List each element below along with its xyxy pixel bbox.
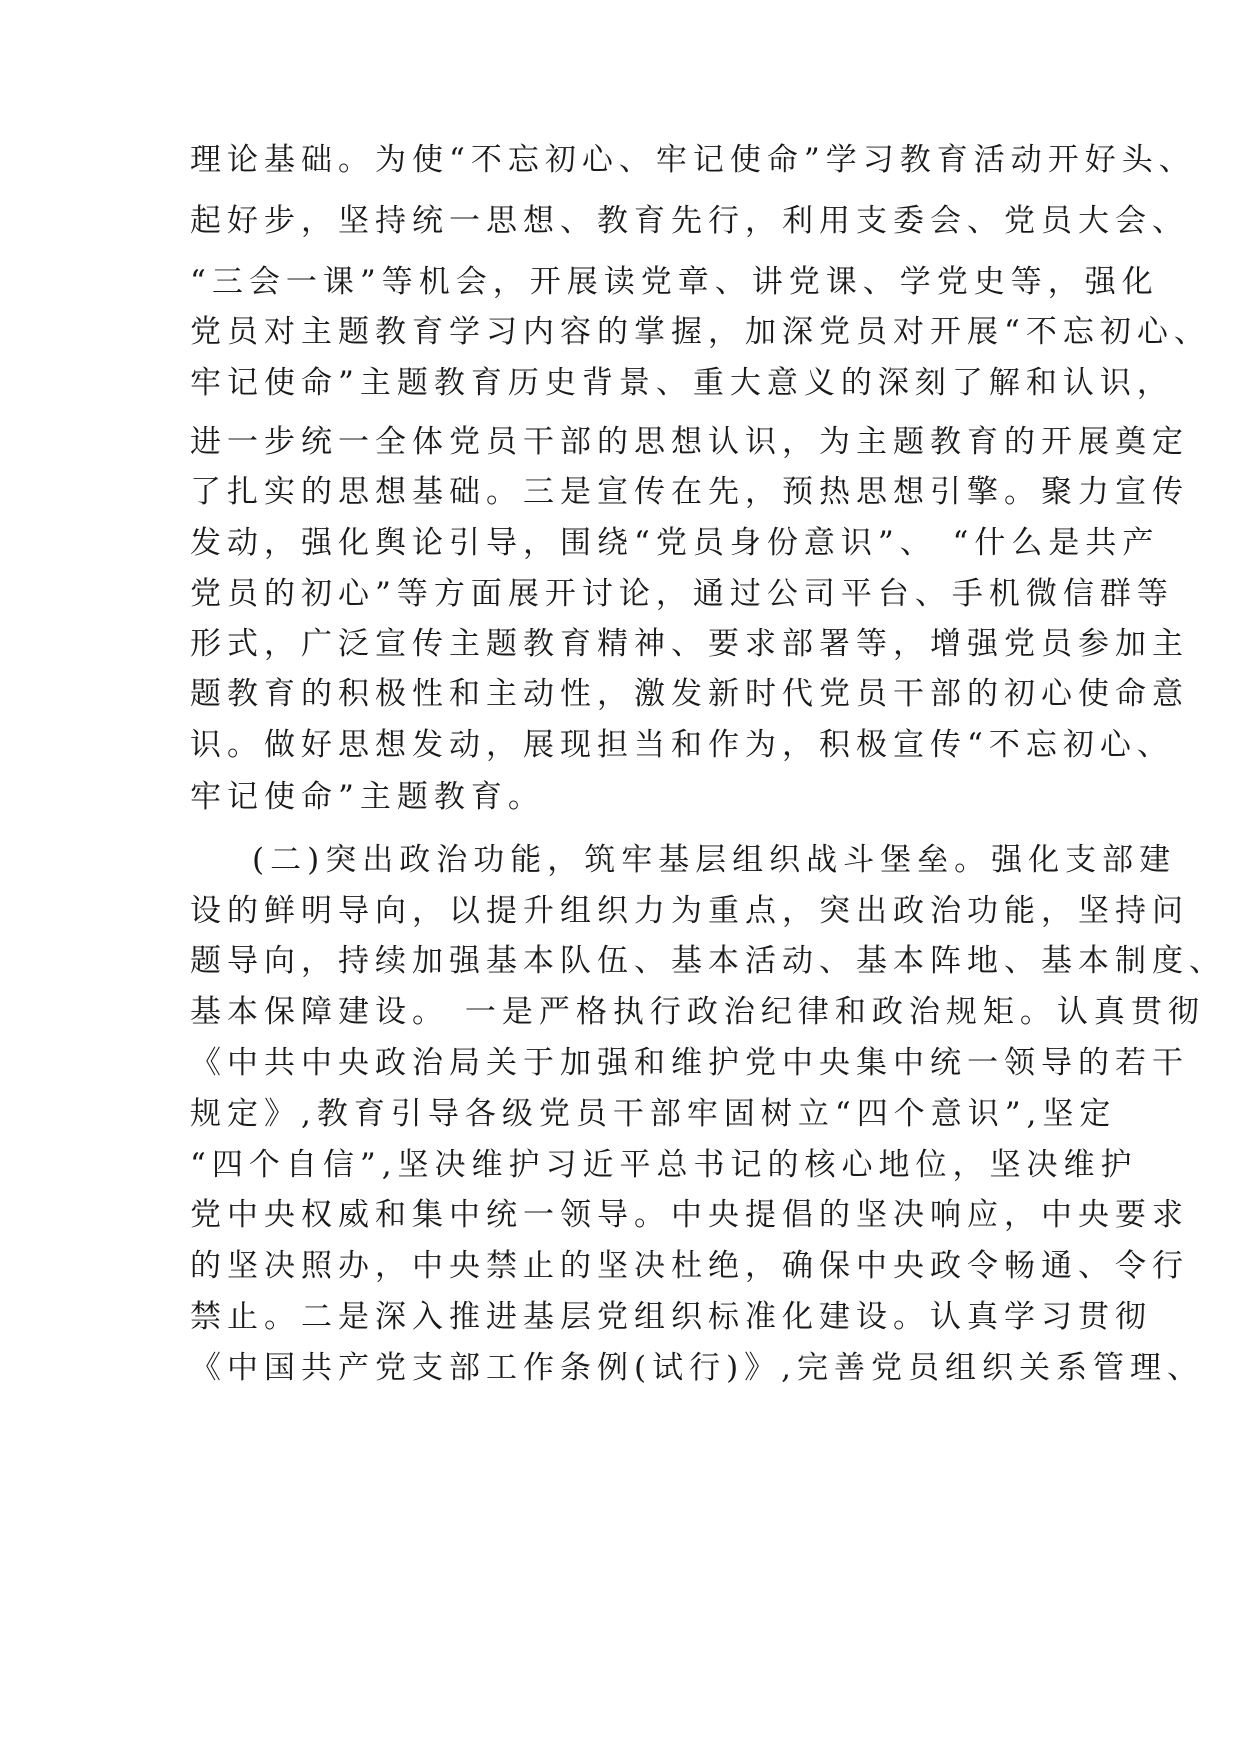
text-line: 《中共中央政治局关于加强和维护党中央集中统一领导的若干 <box>190 1045 1189 1081</box>
text-line: “三会一课”等机会，开展读党章、讲党课、学党史等，强化 <box>190 264 1159 300</box>
text-line: 理论基础。为使“不忘初心、牢记使命”学习教育活动开好头、 <box>190 142 1196 178</box>
text-line: 了扎实的思想基础。三是宣传在先，预热思想引擎。聚力宣传 <box>190 474 1189 510</box>
text-line: 题导向，持续加强基本队伍、基本活动、基本阵地、基本制度、 <box>190 943 1226 979</box>
text-line: 设的鲜明导向，以提升组织力为重点，突出政治功能，坚持问 <box>190 893 1189 929</box>
text-line: 基本保障建设。 一是严格执行政治纪律和政治规矩。认真贯彻 <box>190 994 1205 1030</box>
text-line: 党员的初心”等方面展开讨论，通过公司平台、手机微信群等 <box>190 576 1174 612</box>
text-line: 规定》,教育引导各级党员干部牢固树立“四个意识”,坚定 <box>190 1096 1117 1132</box>
text-line: 《中国共产党支部工作条例(试行)》,完善党员组织关系管理、 <box>190 1350 1205 1386</box>
text-line: 识。做好思想发动，展现担当和作为，积极宣传“不忘初心、 <box>190 727 1174 763</box>
text-line: 党中央权威和集中统一领导。中央提倡的坚决响应，中央要求 <box>190 1197 1189 1233</box>
text-line: 牢记使命”主题教育历史背景、重大意义的深刻了解和认识， <box>190 365 1174 401</box>
text-line: 牢记使命”主题教育。 <box>190 779 545 815</box>
text-line: 发动，强化舆论引导，围绕“党员身份意识”、 “什么是共产 <box>190 525 1160 561</box>
text-line: 的坚决照办，中央禁止的坚决杜绝，确保中央政令畅通、令行 <box>190 1248 1189 1284</box>
text-line: 题教育的积极性和主动性，激发新时代党员干部的初心使命意 <box>190 676 1189 712</box>
paragraph-heading: (二)突出政治功能，筑牢基层组织战斗堡垒。强化支部建 <box>252 842 1177 878</box>
text-line: 禁止。二是深入推进基层党组织标准化建设。认真学习贯彻 <box>190 1299 1152 1335</box>
text-line: 形式，广泛宣传主题教育精神、要求部署等，增强党员参加主 <box>190 626 1189 662</box>
text-line: “四个自信”,坚决维护习近平总书记的核心地位，坚决维护 <box>190 1147 1138 1183</box>
text-line: 起好步，坚持统一思想、教育先行，利用支委会、党员大会、 <box>190 203 1189 239</box>
text-line: 进一步统一全体党员干部的思想认识，为主题教育的开展奠定 <box>190 424 1189 460</box>
text-line: 党员对主题教育学习内容的掌握，加深党员对开展“不忘初心、 <box>190 314 1211 350</box>
